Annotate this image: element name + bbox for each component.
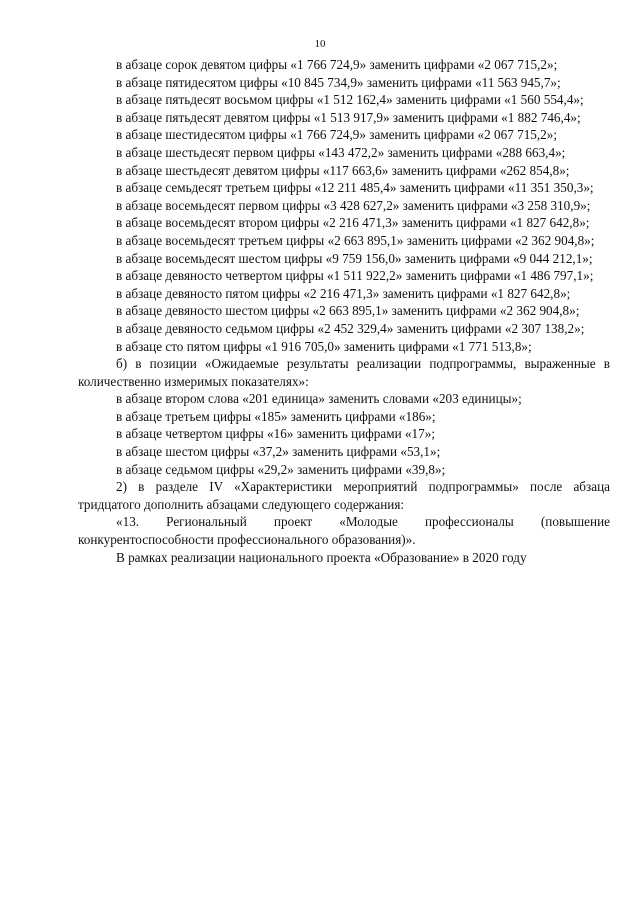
paragraph: в абзаце восемьдесят первом цифры «3 428 627,2» заменить цифрами «3 258 310,9»; — [116, 197, 591, 213]
paragraph: б) в позиции «Ожидаемые результаты реализации подпрограммы, выраженные в количественно измеримых показателях»: — [78, 356, 610, 389]
paragraph: в абзаце шестьдесят девятом цифры «117 663,6» заменить цифрами «262 854,8»; — [116, 162, 570, 178]
paragraph: в абзаце седьмом цифры «29,2» заменить цифрами «39,8»; — [116, 461, 446, 477]
paragraph: в абзаце восемьдесят шестом цифры «9 759 156,0» заменить цифрами «9 044 212,1»; — [116, 250, 593, 266]
paragraph: в абзаце сто пятом цифры «1 916 705,0» заменить цифрами «1 771 513,8»; — [116, 338, 532, 354]
paragraph: в абзаце четвертом цифры «16» заменить цифрами «17»; — [116, 426, 435, 442]
paragraph: в абзаце восемьдесят третьем цифры «2 663 895,1» заменить цифрами «2 362 904,8»; — [116, 232, 595, 248]
paragraph: в абзаце девяносто седьмом цифры «2 452 329,4» заменить цифрами «2 307 138,2»; — [116, 320, 585, 336]
paragraph: в абзаце сорок девятом цифры «1 766 724,9» заменить цифрами «2 067 715,2»; — [116, 57, 558, 72]
paragraph: в абзаце пятидесятом цифры «10 845 734,9» заменить цифрами «11 563 945,7»; — [116, 74, 561, 90]
document-body — [78, 56, 610, 566]
paragraph: в абзаце девяносто шестом цифры «2 663 895,1» заменить цифрами «2 362 904,8»; — [116, 303, 580, 319]
paragraph: в абзаце девяносто пятом цифры «2 216 471,3» заменить цифрами «1 827 642,8»; — [116, 285, 571, 301]
paragraph: в абзаце семьдесят третьем цифры «12 211 485,4» заменить цифрами «11 351 350,3»; — [116, 180, 594, 196]
paragraph: в абзаце третьем цифры «185» заменить цифрами «186»; — [116, 408, 436, 424]
paragraph: В рамках реализации национального проекта «Образование» в 2020 году — [116, 549, 527, 565]
paragraph: в абзаце пятьдесят девятом цифры «1 513 917,9» заменить цифрами «1 882 746,4»; — [116, 109, 581, 125]
paragraph: 2) в разделе IV «Характеристики мероприятий подпрограммы» после абзаца тридцатого дополнить абзацами следующего содержания: — [78, 479, 610, 512]
paragraph: в абзаце втором слова «201 единица» заменить словами «203 единицы»; — [116, 391, 522, 407]
paragraph: «13. Региональный проект «Молодые профессионалы (повышение конкурентоспособности профессионального образования)». — [78, 514, 610, 548]
paragraph: в абзаце девяносто четвертом цифры «1 511 922,2» заменить цифрами «1 486 797,1»; — [116, 268, 594, 284]
paragraph: в абзаце шестом цифры «37,2» заменить цифрами «53,1»; — [116, 444, 441, 460]
paragraph: в абзаце восемьдесят втором цифры «2 216 471,3» заменить цифрами «1 827 642,8»; — [116, 215, 590, 231]
paragraph: в абзаце шестьдесят первом цифры «143 472,2» заменить цифрами «288 663,4»; — [116, 144, 566, 160]
paragraph: в абзаце пятьдесят восьмом цифры «1 512 162,4» заменить цифрами «1 560 554,4»; — [116, 92, 584, 108]
paragraph: в абзаце шестидесятом цифры «1 766 724,9» заменить цифрами «2 067 715,2»; — [116, 127, 558, 143]
page-number: 10 — [314, 38, 326, 50]
